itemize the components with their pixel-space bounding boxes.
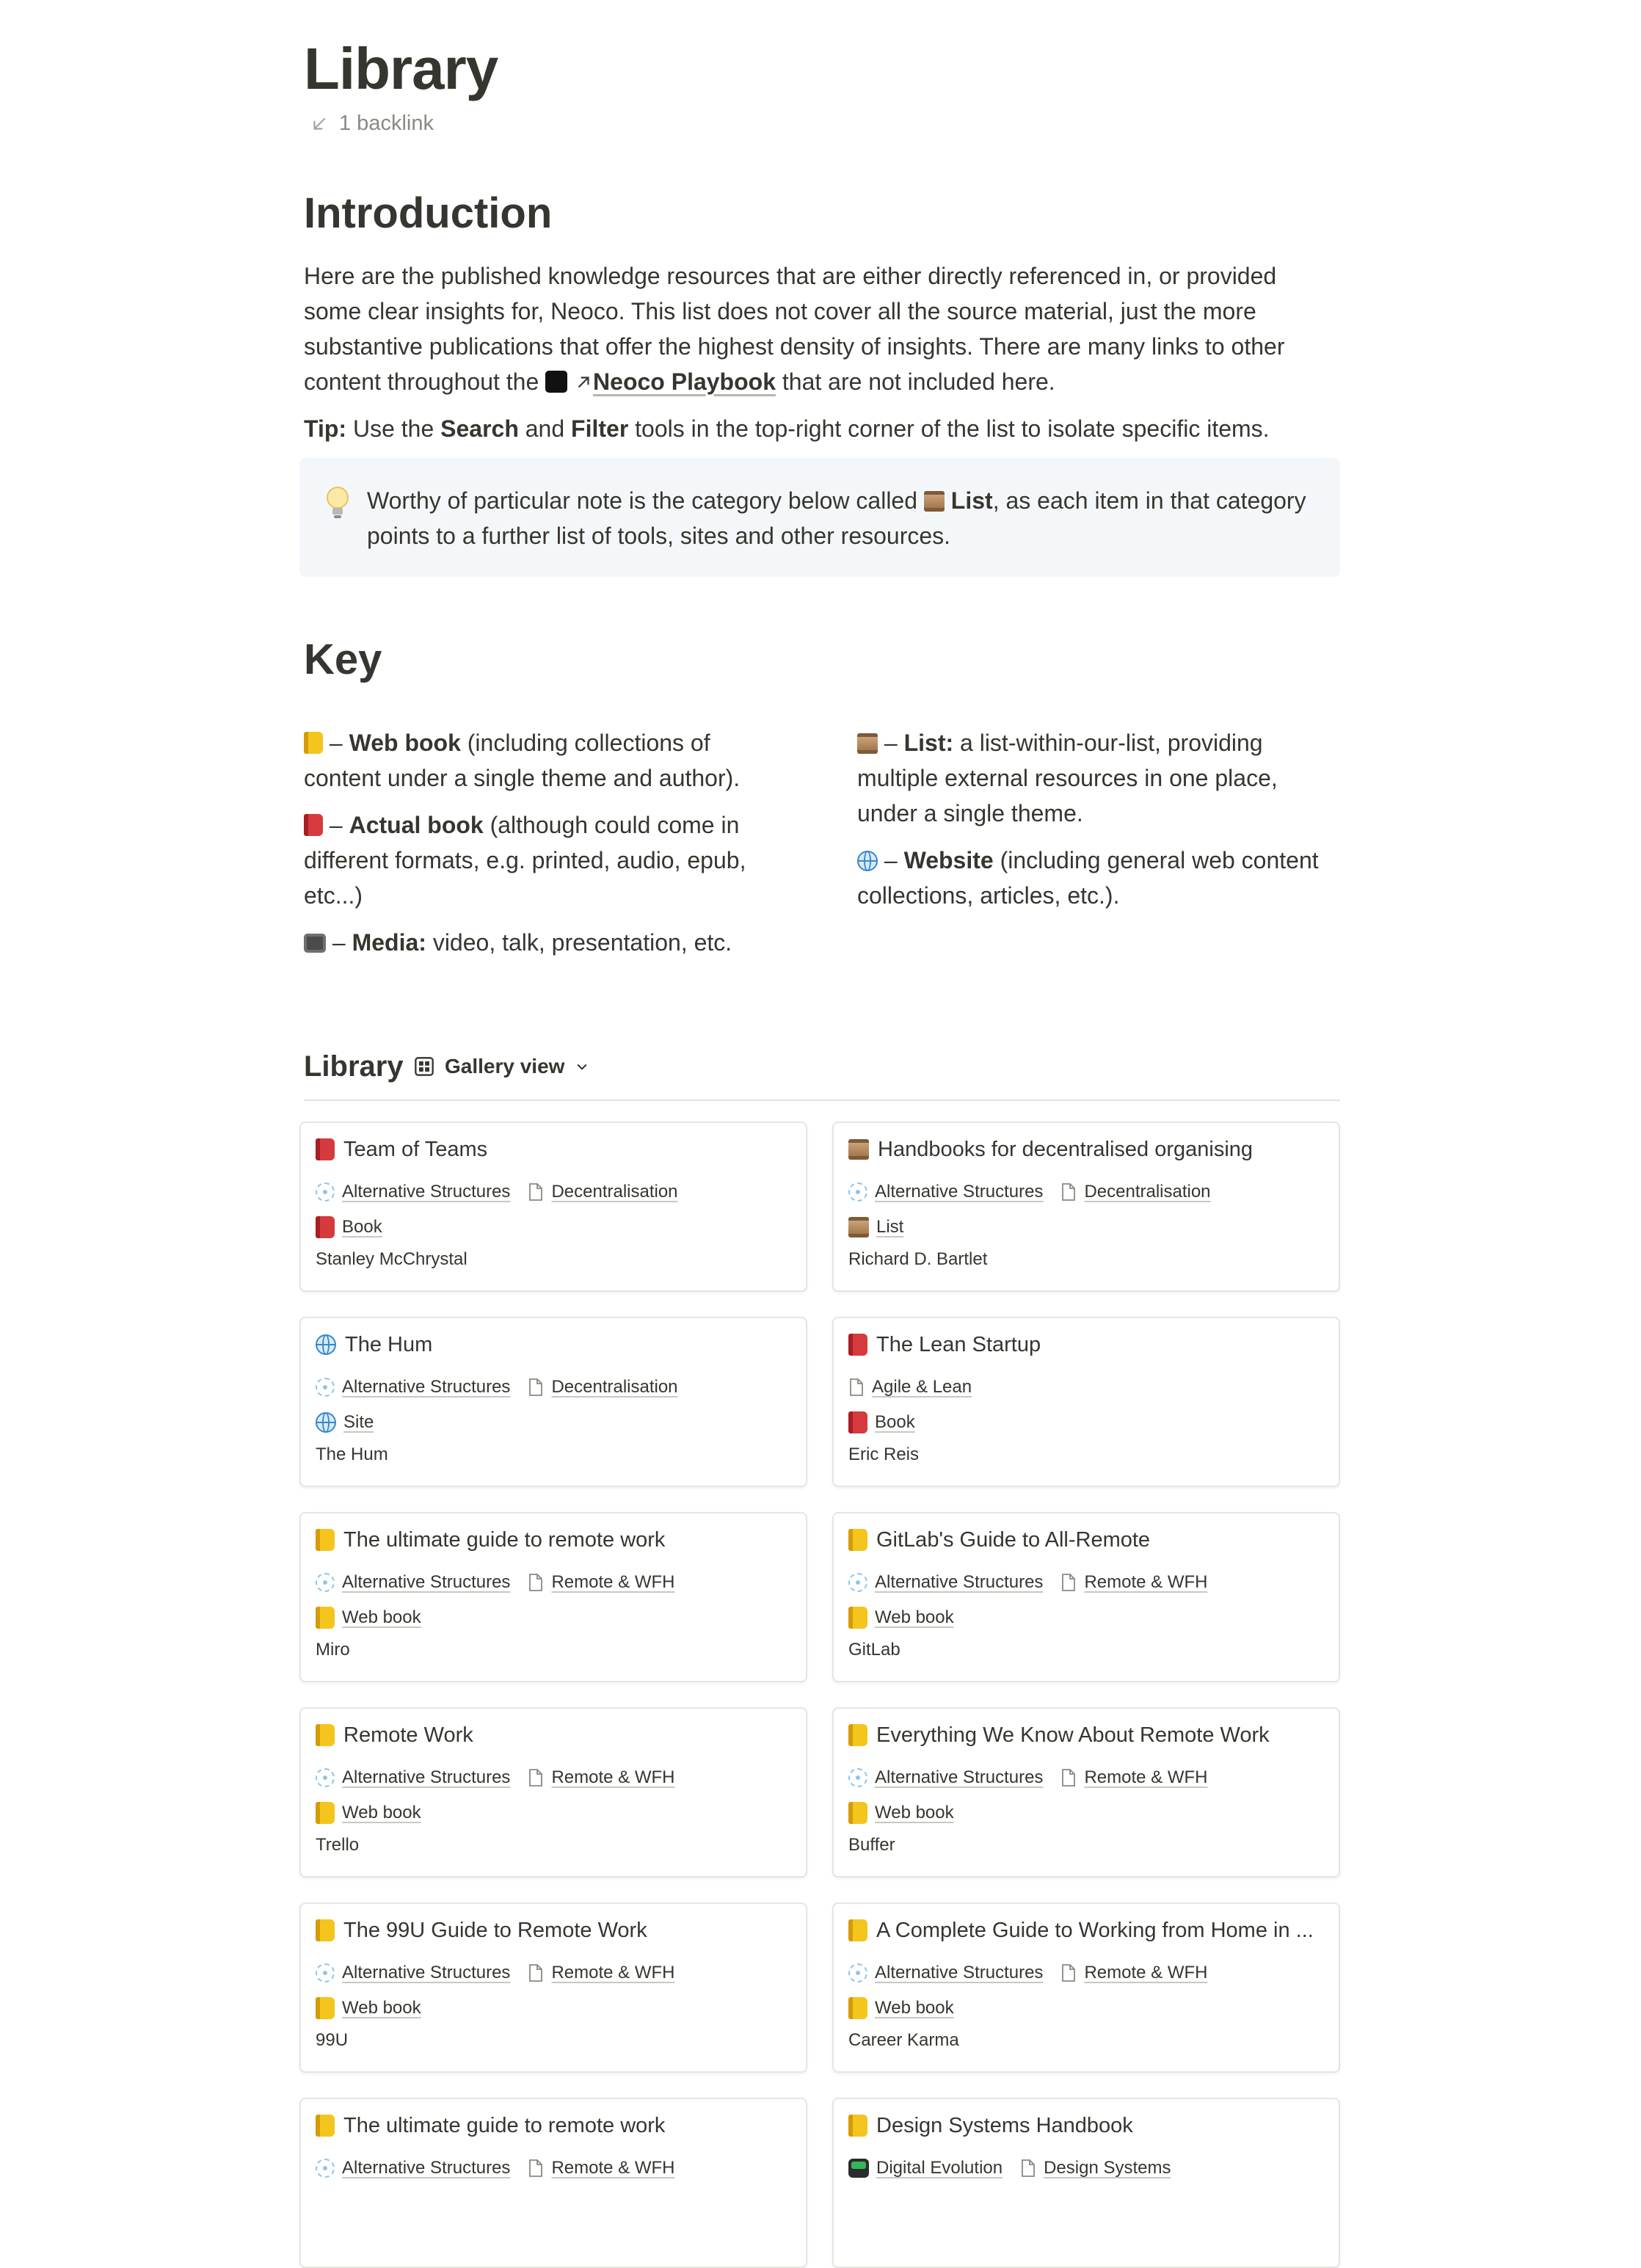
card-title-label: Everything We Know About Remote Work (876, 1723, 1270, 1747)
yellow-book-icon (316, 1802, 335, 1824)
type-label: Web book (875, 1803, 954, 1822)
card-tags (316, 1374, 791, 1400)
backlink-link[interactable] (310, 112, 434, 136)
card-tags (848, 1960, 1324, 1986)
gallery-grid-icon (414, 1056, 434, 1077)
tip-text-3: tools in the top-right corner of the list to isolate specific items. (628, 415, 1270, 442)
computer-disk-icon (848, 2159, 869, 2178)
callout-text-after: , as each item in that category points to a further list of tools, sites and other resources. (367, 487, 1306, 549)
key-desc: a list-within-our-list, providing multiple external resources in one place, under a single theme. (857, 730, 1278, 826)
document-icon (528, 1182, 544, 1202)
key-label: Web book (349, 730, 461, 756)
card-title-label: Remote Work (343, 1723, 473, 1747)
card-type (848, 1800, 1324, 1826)
key-desc: (including collections of content under a single theme and author). (304, 730, 741, 791)
gallery-view-dropdown[interactable] (414, 1050, 589, 1083)
tag-label: Alternative Structures (342, 2158, 511, 2178)
card-author: Eric Reis (848, 1444, 920, 1464)
key-label: Actual book (349, 812, 484, 838)
gallery-card[interactable] (299, 1317, 807, 1487)
globe-icon (857, 851, 878, 871)
card-tags (848, 1374, 1324, 1400)
red-book-icon (316, 1138, 335, 1160)
yellow-book-icon (304, 732, 323, 754)
card-type (848, 1995, 1324, 2021)
scroll-icon (848, 1217, 869, 1237)
type-label: Web book (342, 1803, 421, 1822)
card-title (316, 1720, 791, 1750)
card-tags (848, 1764, 1324, 1791)
key-label: List: (903, 730, 954, 756)
gallery-card[interactable] (299, 1122, 807, 1292)
key-item-web-book (304, 725, 788, 796)
yellow-book-icon (316, 2115, 335, 2137)
tag-relation[interactable] (1060, 1572, 1207, 1593)
tag-label: Alternative Structures (875, 1767, 1044, 1787)
card-title (848, 1916, 1324, 1945)
key-item-media (304, 925, 788, 960)
intro-text: Here are the published knowledge resources that are either directly referenced in, or provided some clear insights for, Neoco. This list does not cover all the source material, just the more substantive publications that offer the highest density of insights. There are many links to other content throughout the (304, 263, 1285, 395)
card-title-label: The ultimate guide to remote work (343, 1528, 666, 1552)
key-column-left (304, 725, 788, 972)
yellow-book-icon (848, 1724, 867, 1746)
tip-search: Search (440, 415, 519, 442)
card-tags (316, 2155, 791, 2181)
yellow-book-icon (316, 1724, 335, 1746)
card-author: GitLab (848, 1640, 900, 1660)
atom-icon (316, 2159, 335, 2178)
card-tags (316, 1764, 791, 1791)
globe-icon (316, 1334, 336, 1355)
tag-relation[interactable] (1060, 1767, 1207, 1788)
television-icon (304, 934, 326, 953)
red-book-icon (304, 814, 323, 836)
card-author: Richard D. Bartlet (848, 1249, 988, 1269)
tag-label: Decentralisation (1084, 1182, 1211, 1202)
atom-icon (316, 1768, 335, 1787)
callout-text-before: Worthy of particular note is the category below called (367, 487, 924, 514)
card-type (848, 1214, 1324, 1240)
type-relation[interactable] (316, 1802, 421, 1824)
card-type (316, 1995, 791, 2021)
card-author: Miro (316, 1640, 350, 1660)
yellow-book-icon (848, 1802, 867, 1824)
tag-label: Remote & WFH (551, 1572, 675, 1592)
tag-relation[interactable] (316, 1377, 510, 1397)
tag-relation[interactable] (528, 1963, 674, 1983)
gallery-card[interactable] (832, 1707, 1340, 1878)
atom-icon (316, 1182, 335, 1202)
atom-icon (848, 1182, 867, 1202)
tag-label: Remote & WFH (1084, 1963, 1208, 1982)
card-type (848, 1409, 1324, 1436)
card-title-label: Design Systems Handbook (876, 2114, 1133, 2137)
tag-relation[interactable] (316, 1182, 510, 1202)
card-tags (316, 1179, 791, 1205)
tip-text-1: Use the (346, 415, 441, 442)
tag-relation[interactable] (848, 1182, 1043, 1202)
tag-relation[interactable] (316, 1963, 510, 1983)
key-dash: – (878, 730, 904, 756)
tag-relation[interactable] (1020, 2158, 1171, 2178)
tag-label: Remote & WFH (551, 2158, 675, 2178)
card-title (316, 1135, 791, 1164)
card-type (316, 1409, 791, 1436)
yellow-book-icon (848, 1919, 867, 1941)
tag-relation[interactable] (1060, 1963, 1207, 1983)
callout-text (367, 483, 1314, 553)
globe-icon (316, 1412, 336, 1433)
tag-relation[interactable] (316, 1767, 510, 1788)
document-icon (1060, 1573, 1077, 1592)
gallery-card[interactable] (832, 1122, 1340, 1292)
gallery-card[interactable] (299, 1707, 807, 1878)
document-icon (528, 2159, 544, 2178)
red-book-icon (848, 1334, 867, 1356)
callout-category: List (950, 487, 993, 514)
card-author: Career Karma (848, 2030, 959, 2050)
tag-label: Remote & WFH (551, 1767, 675, 1787)
card-title (848, 1525, 1324, 1555)
external-arrow-icon (574, 373, 593, 392)
tag-label: Alternative Structures (342, 1767, 511, 1787)
tag-label: Remote & WFH (1084, 1572, 1208, 1592)
lightbulb-icon (323, 484, 352, 520)
card-title-label: The Hum (345, 1333, 433, 1356)
tag-label: Agile & Lean (872, 1377, 972, 1397)
chevron-down-icon (575, 1059, 589, 1074)
tag-label: Alternative Structures (342, 1963, 511, 1982)
type-label: Web book (342, 1607, 421, 1627)
type-label: Book (875, 1412, 915, 1432)
gallery-card[interactable] (832, 1902, 1340, 2073)
card-title (848, 2111, 1324, 2140)
card-title (316, 1330, 791, 1359)
card-author: Buffer (848, 1835, 895, 1855)
tag-label: Design Systems (1044, 2158, 1171, 2178)
key-desc: video, talk, presentation, etc. (426, 929, 732, 956)
intro-text-after: that are not included here. (775, 368, 1055, 395)
tag-relation[interactable] (848, 1572, 1043, 1593)
key-dash: – (326, 929, 352, 956)
callout (299, 458, 1340, 577)
intro-paragraph (304, 258, 1340, 399)
page-title: Library (304, 36, 498, 101)
tip-filter: Filter (571, 415, 629, 442)
card-tags (316, 1569, 791, 1596)
document-icon (1020, 2159, 1036, 2178)
document-icon (528, 1768, 544, 1787)
document-icon (848, 1378, 865, 1397)
scroll-icon (924, 491, 945, 512)
card-title-label: Handbooks for decentralised organising (878, 1138, 1254, 1161)
key-item-actual-book (304, 807, 788, 913)
key-desc: (including general web content collections, articles, etc.). (857, 847, 1319, 909)
key-label: Website (903, 847, 994, 873)
document-icon (1060, 1182, 1077, 1202)
atom-icon (316, 1573, 335, 1592)
card-title (316, 1525, 791, 1555)
gallery-card[interactable] (832, 1512, 1340, 1682)
arrow-down-left-icon (310, 115, 329, 134)
card-author: Trello (316, 1835, 360, 1855)
type-relation[interactable] (848, 1607, 954, 1629)
card-title-label: Team of Teams (343, 1138, 488, 1161)
card-type (316, 1800, 791, 1826)
tag-label: Alternative Structures (875, 1572, 1044, 1592)
tag-relation[interactable] (528, 1182, 677, 1202)
card-title-label: The 99U Guide to Remote Work (343, 1919, 647, 1942)
type-relation[interactable] (848, 1411, 915, 1433)
tag-label: Decentralisation (551, 1182, 678, 1202)
red-book-icon (848, 1411, 867, 1433)
yellow-book-icon (316, 1919, 335, 1941)
document-icon (528, 1573, 544, 1592)
tip-label: Tip: (304, 415, 347, 442)
document-icon (1060, 1768, 1077, 1787)
atom-icon (848, 1768, 867, 1787)
tag-label: Remote & WFH (1084, 1767, 1208, 1787)
tag-relation[interactable] (1060, 1182, 1210, 1202)
atom-icon (316, 1378, 335, 1397)
card-title (848, 1330, 1324, 1359)
library-title[interactable]: Library (304, 1050, 404, 1083)
scroll-icon (848, 1139, 869, 1160)
tag-relation[interactable] (528, 1377, 677, 1397)
document-icon (528, 1378, 544, 1397)
card-type (316, 1214, 791, 1240)
tag-relation[interactable] (848, 1377, 972, 1397)
red-book-icon (316, 1216, 335, 1238)
tag-relation[interactable] (848, 2158, 1003, 2178)
card-title-label: The Lean Startup (876, 1333, 1041, 1356)
scroll-icon (857, 733, 878, 754)
tag-relation[interactable] (528, 1572, 674, 1593)
card-tags (316, 1960, 791, 1986)
key-dash: – (323, 812, 349, 838)
type-relation[interactable] (316, 1607, 421, 1629)
type-relation[interactable] (848, 1997, 954, 2019)
tag-label: Alternative Structures (342, 1572, 511, 1592)
card-author: Stanley McChrystal (316, 1249, 467, 1269)
view-label: Gallery view (445, 1055, 565, 1077)
key-item-list (857, 725, 1342, 831)
tag-label: Alternative Structures (342, 1182, 511, 1202)
type-relation[interactable] (316, 1412, 374, 1433)
atom-icon (848, 1963, 867, 1982)
card-type (848, 1604, 1324, 1631)
key-dash: – (323, 730, 349, 756)
card-tags (848, 2155, 1324, 2181)
type-label: Site (343, 1412, 374, 1432)
tag-relation[interactable] (316, 1572, 510, 1593)
card-title (848, 1135, 1324, 1164)
introduction-heading: Introduction (304, 189, 553, 237)
atom-icon (848, 1573, 867, 1592)
yellow-book-icon (316, 1607, 335, 1629)
yellow-book-icon (316, 1529, 335, 1551)
card-title-label: The ultimate guide to remote work (343, 2114, 666, 2137)
library-header (304, 1044, 1340, 1101)
card-tags (848, 1179, 1324, 1205)
key-dash: – (878, 847, 904, 873)
card-type (316, 1604, 791, 1631)
tag-label: Alternative Structures (875, 1963, 1044, 1982)
tag-label: Alternative Structures (342, 1377, 511, 1397)
key-column-right (857, 725, 1342, 925)
tag-relation[interactable] (848, 1767, 1043, 1788)
type-label: List (876, 1217, 904, 1237)
document-icon (528, 1963, 544, 1982)
document-icon (1060, 1963, 1077, 1982)
card-title (848, 1720, 1324, 1750)
yellow-book-icon (848, 1607, 867, 1629)
key-item-website (857, 843, 1342, 913)
card-title (316, 2111, 791, 2140)
type-relation[interactable] (316, 1997, 421, 2019)
tag-relation[interactable] (528, 1767, 674, 1788)
gallery-card[interactable] (299, 2098, 807, 2268)
type-relation[interactable] (316, 1216, 382, 1238)
yellow-book-icon (848, 1529, 867, 1551)
atom-icon (316, 1963, 335, 1982)
card-title-label: GitLab's Guide to All-Remote (876, 1528, 1151, 1552)
type-relation[interactable] (848, 1802, 954, 1824)
tag-relation[interactable] (528, 2158, 674, 2178)
gallery-card[interactable] (832, 2098, 1340, 2268)
card-tags (848, 1569, 1324, 1596)
neoco-logo-icon (545, 371, 567, 393)
yellow-book-icon (848, 2115, 867, 2137)
tag-label: Decentralisation (551, 1377, 678, 1397)
tag-label: Digital Evolution (876, 2158, 1003, 2178)
card-title (316, 1916, 791, 1945)
tip-text-2: and (518, 415, 572, 442)
type-label: Web book (342, 1998, 421, 2018)
yellow-book-icon (316, 1997, 335, 2019)
backlink-label: 1 backlink (339, 112, 434, 135)
card-title-label: A Complete Guide to Working from Home in ... (876, 1919, 1314, 1942)
tag-relation[interactable] (316, 2158, 510, 2178)
yellow-book-icon (848, 1997, 867, 2019)
key-desc: (although could come in different formats, e.g. printed, audio, epub, etc...) (304, 812, 746, 909)
gallery-card[interactable] (832, 1317, 1340, 1487)
key-heading: Key (304, 636, 382, 683)
tip-paragraph (304, 411, 1340, 446)
tag-relation[interactable] (848, 1963, 1043, 1983)
type-label: Web book (875, 1998, 954, 2018)
type-relation[interactable] (848, 1217, 903, 1237)
gallery-card[interactable] (299, 1902, 807, 2073)
neoco-playbook-link[interactable]: Neoco Playbook (593, 368, 776, 395)
card-author: The Hum (316, 1444, 388, 1464)
type-label: Book (342, 1217, 382, 1237)
key-label: Media: (352, 929, 426, 956)
type-label: Web book (875, 1607, 954, 1627)
tag-label: Alternative Structures (875, 1182, 1044, 1202)
card-author: 99U (316, 2030, 349, 2050)
tag-label: Remote & WFH (551, 1963, 675, 1982)
gallery-card[interactable] (299, 1512, 807, 1682)
